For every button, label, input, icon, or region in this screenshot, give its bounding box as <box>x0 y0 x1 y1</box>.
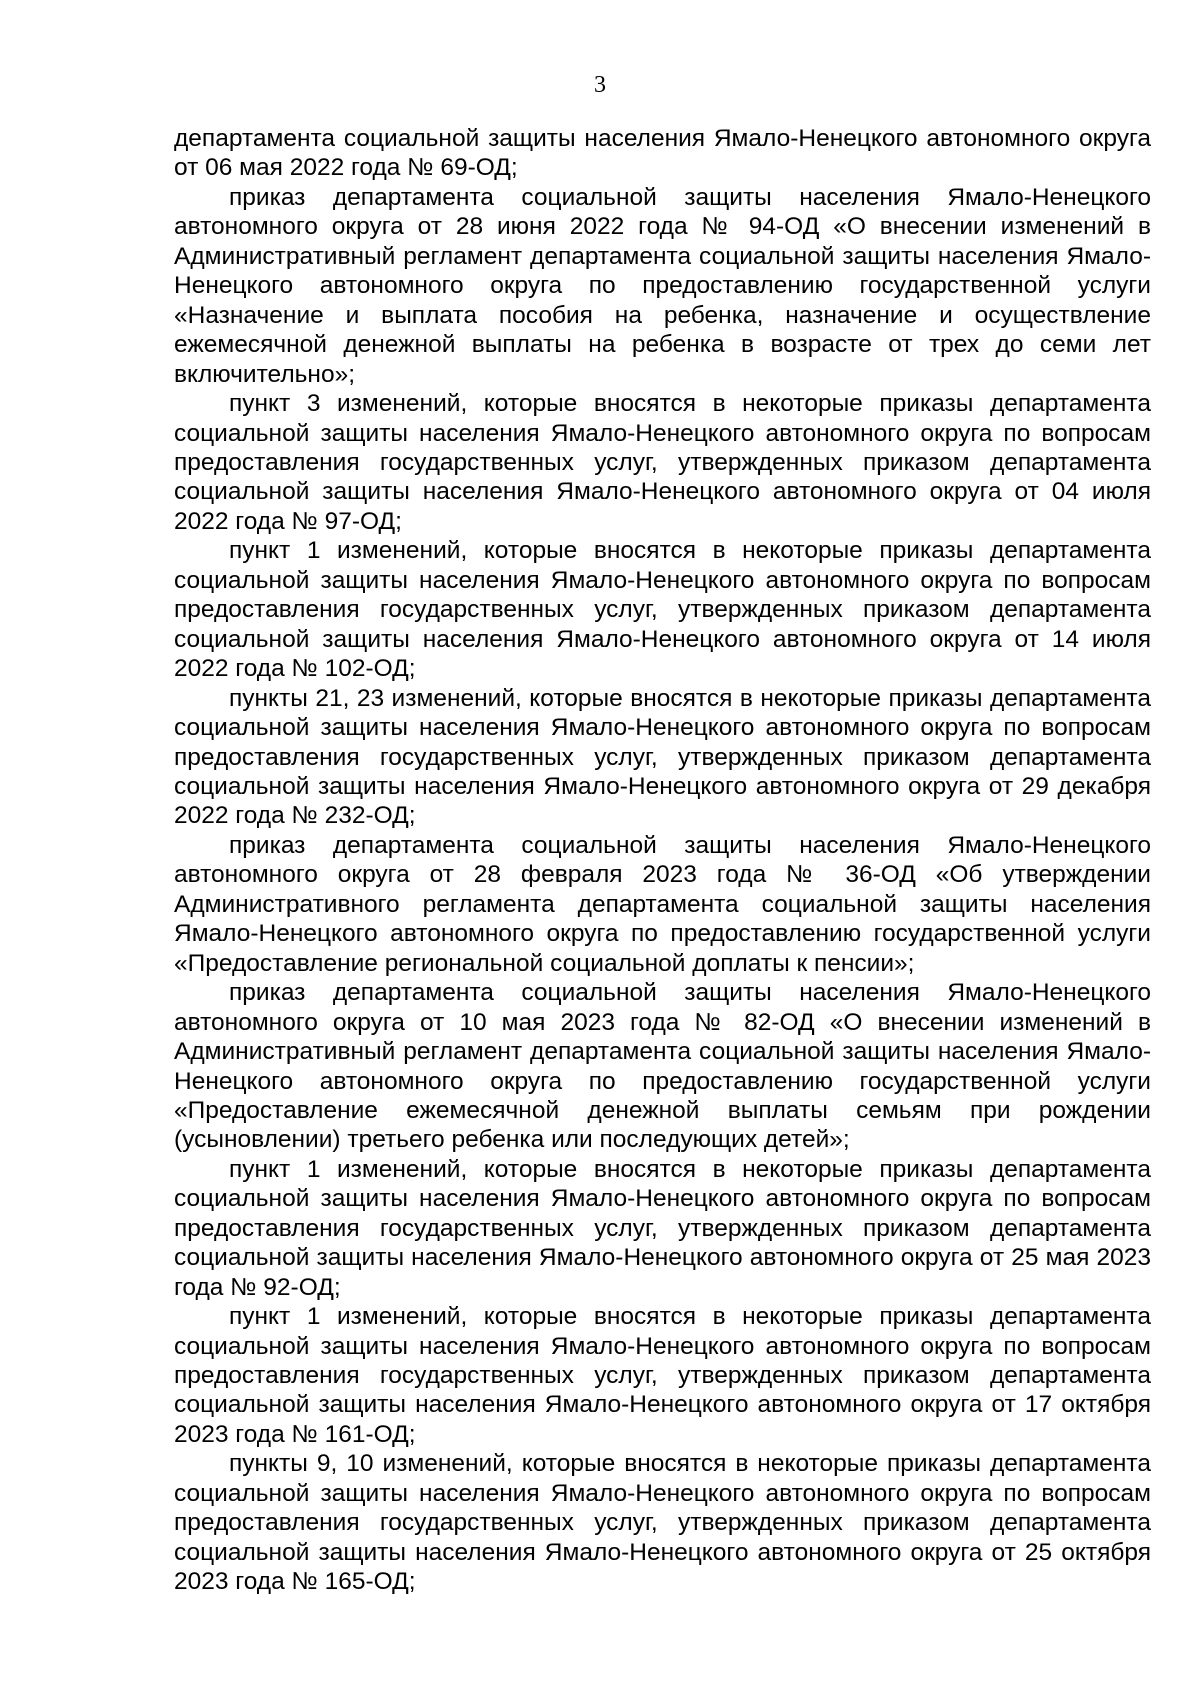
paragraph-order-92-od: пункт 1 изменений, которые вносятся в некоторые приказы департамента социальной защиты населения Ямало-Ненецкого автономного округа по вопросам предоставления государственных услуг, утвержденных приказом департамента социальной защиты населения Ямало-Ненецкого автономного округа от 25 мая 2023 года № 92-ОД; <box>174 1155 1151 1301</box>
page-number: 3 <box>594 72 606 98</box>
paragraph-order-36-od: приказ департамента социальной защиты населения Ямало-Ненецкого автономного округа от 28 февраля 2023 года № 36-ОД «Об утверждении Административного регламента департамента социальной защиты населения Ямало-Ненецкого автономного округа по предоставлению государственной услуги «Предоставление региональной социальной доплаты к пенсии»; <box>174 831 1151 977</box>
paragraph-order-94-od: приказ департамента социальной защиты населения Ямало-Ненецкого автономного округа от 28 июня 2022 года № 94-ОД «О внесении изменений в Административный регламент департамента социальной защиты населения Ямало-Ненецкого автономного округа по предоставлению государственной услуги «Назначение и выплата пособия на ребенка, назначение и осуществление ежемесячной денежной выплаты на ребенка в возрасте от трех до семи лет включительно»; <box>174 183 1151 388</box>
paragraph-order-97-od: пункт 3 изменений, которые вносятся в некоторые приказы департамента социальной защиты населения Ямало-Ненецкого автономного округа по вопросам предоставления государственных услуг, утвержденных приказом департамента социальной защиты населения Ямало-Ненецкого автономного округа от 04 июля 2022 года № 97-ОД; <box>174 390 1151 535</box>
paragraph-order-82-od: приказ департамента социальной защиты населения Ямало-Ненецкого автономного округа от 10 мая 2023 года № 82-ОД «О внесении изменений в Административный регламент департамента социальной защиты населения Ямало-Ненецкого автономного округа по предоставлению государственной услуги «Предоставление ежемесячной денежной выплаты семьям при рождении (усыновлении) третьего ребенка или последующих детей»; <box>174 979 1151 1154</box>
paragraph-order-102-od: пункт 1 изменений, которые вносятся в некоторые приказы департамента социальной защиты населения Ямало-Ненецкого автономного округа по вопросам предоставления государственных услуг, утвержденных приказом департамента социальной защиты населения Ямало-Ненецкого автономного округа от 14 июля 2022 года № 102-ОД; <box>174 537 1151 683</box>
paragraph-order-165-od: пункты 9, 10 изменений, которые вносятся в некоторые приказы департамента социальной защиты населения Ямало-Ненецкого автономного округа по вопросам предоставления государственных услуг, утвержденных приказом департамента социальной защиты населения Ямало-Ненецкого автономного округа от 25 октября 2023 года № 165-ОД; <box>174 1450 1151 1596</box>
paragraph-order-161-od: пункт 1 изменений, которые вносятся в некоторые приказы департамента социальной защиты населения Ямало-Ненецкого автономного округа по вопросам предоставления государственных услуг, утвержденных приказом департамента социальной защиты населения Ямало-Ненецкого автономного округа от 17 октября 2023 года № 161-ОД; <box>174 1303 1151 1448</box>
paragraph-continuation: департамента социальной защиты населения Ямало-Ненецкого автономного округа от 06 мая 2022 года № 69-ОД; <box>174 125 1151 182</box>
document-body <box>174 124 1151 1597</box>
paragraph-order-232-od: пункты 21, 23 изменений, которые вносятся в некоторые приказы департамента социальной защиты населения Ямало-Ненецкого автономного округа по вопросам предоставления государственных услуг, утвержденных приказом департамента социальной защиты населения Ямало-Ненецкого автономного округа от 29 декабря 2022 года № 232-ОД; <box>174 684 1151 830</box>
